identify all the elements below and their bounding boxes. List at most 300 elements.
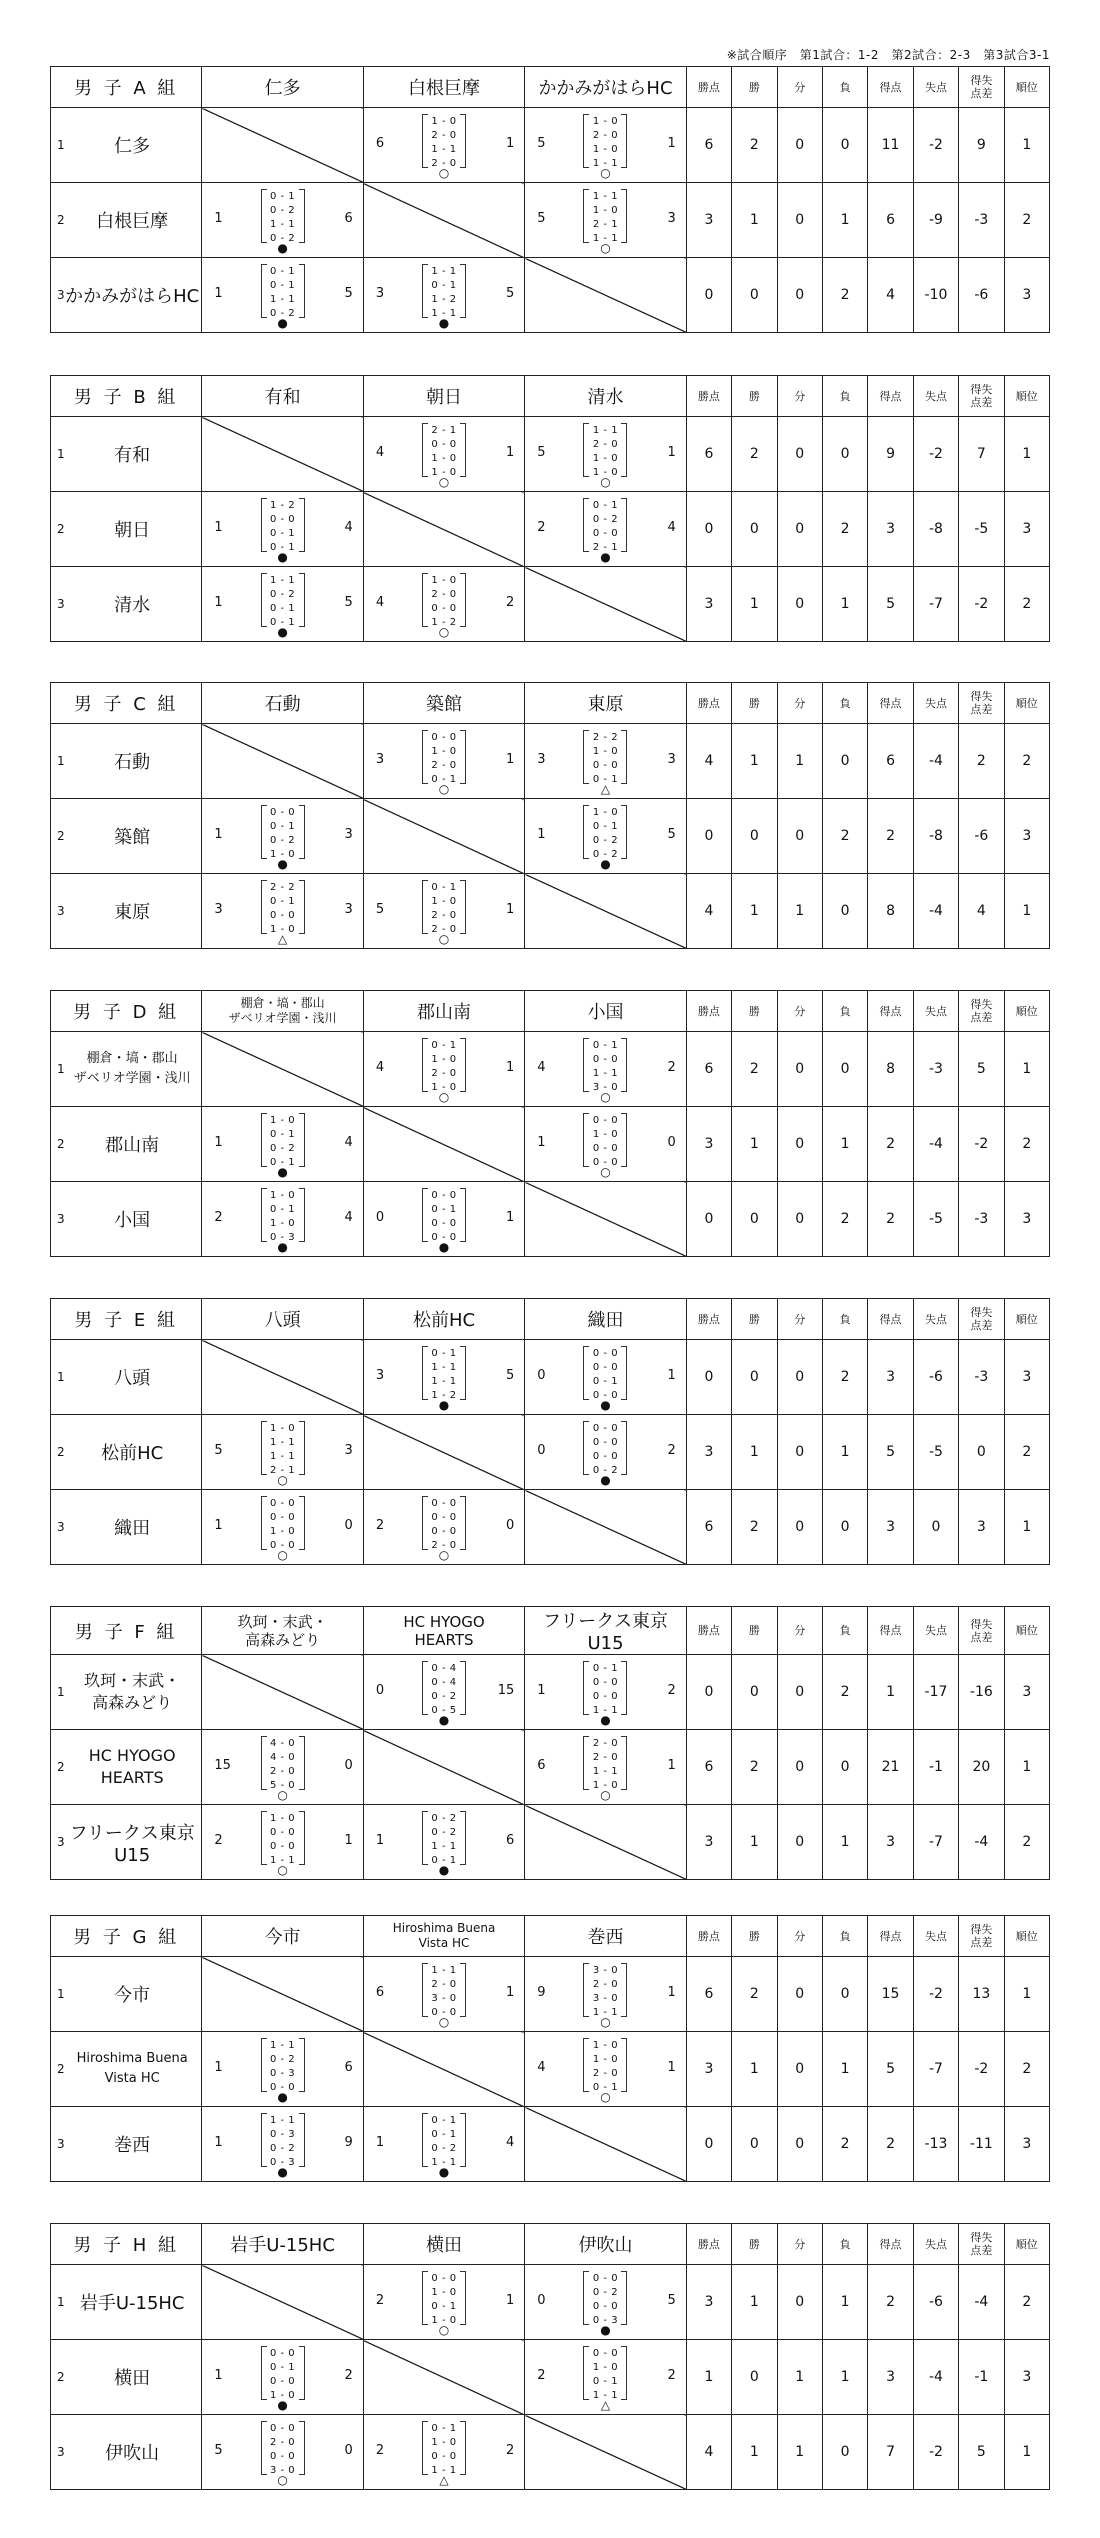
- stat-value: -4: [959, 2265, 1004, 2340]
- quarter-score: 0 - 2: [269, 205, 296, 216]
- stat-header: 勝点: [686, 1916, 731, 1957]
- quarter-score: 0 - 1: [592, 2082, 619, 2093]
- quarter-score: 2 - 2: [269, 882, 296, 893]
- quarter-score: 1 - 0: [431, 2437, 457, 2448]
- team-header: 有和: [202, 376, 363, 417]
- quarter-score: 0 - 2: [592, 2287, 619, 2298]
- quarter-score: 1 - 0: [431, 896, 457, 907]
- group-title: 男 子 B 組: [51, 376, 202, 417]
- quarter-scores: [583, 805, 627, 859]
- match-cell: [525, 1340, 686, 1415]
- group-header-row: [51, 1916, 1050, 1957]
- team-name-cell: [51, 492, 202, 567]
- quarter-score: 0 - 0: [269, 2348, 296, 2359]
- stat-header: 勝点: [686, 376, 731, 417]
- self-match-diagonal: [202, 1957, 363, 2032]
- team-row: [51, 1490, 1050, 1565]
- stat-value: 1: [1004, 1730, 1049, 1805]
- goals-for: 5: [537, 211, 546, 226]
- stat-value: 6: [686, 1730, 731, 1805]
- quarter-score: 0 - 1: [269, 896, 296, 907]
- stat-value: 2: [1004, 567, 1049, 642]
- quarter-score: 0 - 0: [431, 1526, 457, 1537]
- stat-value: 0: [777, 492, 822, 567]
- stat-value: 0: [777, 1655, 822, 1730]
- stat-value: 1: [732, 2415, 777, 2490]
- team-row: [51, 1730, 1050, 1805]
- goals-against: 1: [505, 2293, 515, 2308]
- match-cell: [202, 1182, 363, 1257]
- result-mark: ●: [277, 2165, 288, 2179]
- quarter-score: 0 - 1: [431, 1204, 457, 1215]
- goals-for: 1: [214, 1518, 223, 1533]
- stat-value: 0: [822, 108, 867, 183]
- quarter-score: 0 - 2: [431, 1691, 457, 1702]
- quarter-score: 0 - 1: [269, 266, 296, 277]
- team-name: 松前HC: [101, 1443, 164, 1464]
- goals-against: 3: [667, 752, 676, 767]
- match-cell: [202, 1107, 363, 1182]
- stat-value: 0: [777, 108, 822, 183]
- stat-value: 0: [777, 2107, 822, 2182]
- stat-value: -7: [913, 1805, 958, 1880]
- stat-value: 2: [1004, 183, 1049, 258]
- team-row: [51, 1340, 1050, 1415]
- stat-value: 0: [777, 1957, 822, 2032]
- team-header: 小国: [525, 991, 686, 1032]
- stat-value: 0: [777, 567, 822, 642]
- goals-against: 5: [344, 286, 353, 301]
- quarter-scores: [261, 2421, 305, 2475]
- team-name: 今市: [114, 1985, 151, 2006]
- team-number: 1: [57, 1685, 65, 1699]
- group-title: 男 子 E 組: [51, 1299, 202, 1340]
- stat-value: -10: [913, 258, 958, 333]
- stat-value: -1: [959, 2340, 1004, 2415]
- stat-header: 得失 点差: [959, 1299, 1004, 1340]
- quarter-score: 0 - 1: [431, 280, 457, 291]
- stat-value: 1: [1004, 108, 1049, 183]
- stat-value: 3: [1004, 492, 1049, 567]
- stat-header: 勝点: [686, 2224, 731, 2265]
- quarter-score: 1 - 0: [269, 1813, 296, 1824]
- result-mark: ●: [438, 2165, 450, 2179]
- quarter-score: 1 - 2: [431, 294, 457, 305]
- stat-value: 1: [732, 1107, 777, 1182]
- quarter-score: 0 - 0: [592, 1348, 619, 1359]
- match-cell: [202, 1730, 363, 1805]
- team-name: 織田: [114, 1518, 151, 1539]
- stat-value: 5: [868, 1415, 913, 1490]
- quarter-scores: [261, 2113, 305, 2167]
- stat-value: -4: [913, 874, 958, 949]
- goals-against: 5: [505, 286, 515, 301]
- quarter-score: 1 - 1: [269, 575, 296, 586]
- stat-value: 0: [777, 1490, 822, 1565]
- quarter-scores: [422, 573, 466, 627]
- quarter-score: 1 - 0: [592, 205, 619, 216]
- quarter-score: 0 - 0: [269, 514, 296, 525]
- goals-for: 5: [214, 1443, 223, 1458]
- match-cell: [363, 1655, 524, 1730]
- quarter-score: 0 - 1: [269, 1129, 296, 1140]
- self-match-diagonal: [363, 183, 524, 258]
- goals-for: 5: [375, 902, 385, 917]
- quarter-score: 0 - 2: [431, 1813, 457, 1824]
- team-name-cell: [51, 567, 202, 642]
- team-row: [51, 258, 1050, 333]
- stat-value: 3: [868, 492, 913, 567]
- quarter-score: 3 - 0: [431, 1993, 457, 2004]
- quarter-scores: [583, 498, 627, 552]
- goals-for: 1: [214, 2060, 223, 2075]
- stat-value: 3: [959, 1490, 1004, 1565]
- stat-header: 順位: [1004, 991, 1049, 1032]
- quarter-score: 1 - 0: [431, 746, 457, 757]
- match-cell: [525, 2265, 686, 2340]
- stat-value: 15: [868, 1957, 913, 2032]
- self-match-diagonal: [202, 1340, 363, 1415]
- quarter-scores: [261, 573, 305, 627]
- result-mark: ●: [438, 1240, 450, 1254]
- goals-against: 4: [505, 2135, 515, 2150]
- stat-value: 2: [1004, 1107, 1049, 1182]
- team-name-cell: [51, 1805, 202, 1880]
- team-number: 1: [57, 754, 65, 768]
- quarter-score: 1 - 0: [431, 1082, 457, 1093]
- quarter-score: 1 - 1: [431, 1965, 457, 1976]
- team-name-cell: [51, 1957, 202, 2032]
- stat-value: 1: [732, 874, 777, 949]
- quarter-score: 2 - 0: [431, 1540, 457, 1551]
- stat-value: 3: [868, 1805, 913, 1880]
- stat-value: 0: [777, 1415, 822, 1490]
- quarter-score: 0 - 0: [592, 1677, 619, 1688]
- stat-value: 0: [686, 799, 731, 874]
- team-number: 2: [57, 213, 65, 227]
- team-header: 玖珂・末武・ 高森みどり: [202, 1607, 363, 1655]
- quarter-scores: [422, 1038, 466, 1092]
- team-row: [51, 1655, 1050, 1730]
- result-mark: ●: [600, 1473, 611, 1487]
- stat-header: 分: [777, 1916, 822, 1957]
- match-cell: [363, 1032, 524, 1107]
- quarter-scores: [422, 264, 466, 318]
- quarter-score: 1 - 1: [269, 1855, 296, 1866]
- match-cell: [363, 2415, 524, 2490]
- stat-value: 8: [868, 874, 913, 949]
- stat-value: 0: [777, 2032, 822, 2107]
- match-cell: [363, 108, 524, 183]
- stat-header: 負: [822, 1607, 867, 1655]
- goals-against: 15: [497, 1683, 515, 1698]
- quarter-scores: [261, 1496, 305, 1550]
- team-name: 白根巨摩: [96, 211, 169, 232]
- stat-value: 0: [777, 183, 822, 258]
- team-name: 小国: [114, 1210, 151, 1231]
- result-mark: ●: [600, 857, 611, 871]
- quarter-score: 2 - 0: [269, 2437, 296, 2448]
- stat-value: 1: [822, 1805, 867, 1880]
- stat-header: 得失 点差: [959, 1607, 1004, 1655]
- team-number: 2: [57, 829, 65, 843]
- goals-for: 1: [214, 286, 223, 301]
- quarter-score: 0 - 3: [269, 2068, 296, 2079]
- quarter-scores: [261, 880, 305, 934]
- quarter-score: 1 - 1: [431, 1362, 457, 1373]
- stat-value: -6: [913, 2265, 958, 2340]
- quarter-score: 0 - 0: [269, 1498, 296, 1509]
- match-cell: [525, 1655, 686, 1730]
- goals-against: 5: [505, 1368, 515, 1383]
- goals-for: 0: [375, 1683, 385, 1698]
- goals-against: 6: [344, 211, 353, 226]
- quarter-score: 0 - 2: [592, 1465, 619, 1476]
- quarter-score: 1 - 1: [269, 2040, 296, 2051]
- team-name: 清水: [114, 595, 151, 616]
- stat-value: 3: [1004, 1655, 1049, 1730]
- stat-value: -4: [959, 1805, 1004, 1880]
- result-mark: ●: [600, 550, 611, 564]
- quarter-scores: [583, 1038, 627, 1092]
- match-cell: [525, 1415, 686, 1490]
- stat-value: 0: [732, 2107, 777, 2182]
- stat-value: 9: [959, 108, 1004, 183]
- quarter-score: 1 - 1: [269, 1437, 296, 1448]
- quarter-score: 1 - 0: [431, 575, 457, 586]
- result-mark: ●: [277, 2398, 288, 2412]
- self-match-diagonal: [525, 2415, 686, 2490]
- goals-for: 2: [214, 1833, 223, 1848]
- match-cell: [525, 183, 686, 258]
- stat-value: 6: [868, 183, 913, 258]
- quarter-score: 0 - 0: [592, 1691, 619, 1702]
- stat-value: 0: [777, 1032, 822, 1107]
- quarter-score: 0 - 1: [592, 774, 619, 785]
- match-cell: [202, 1415, 363, 1490]
- result-mark: △: [600, 2398, 611, 2412]
- quarter-score: 0 - 1: [269, 191, 296, 202]
- team-name-cell: [51, 1655, 202, 1730]
- stat-value: 21: [868, 1730, 913, 1805]
- stat-header: 勝: [732, 1916, 777, 1957]
- team-name: 有和: [114, 445, 151, 466]
- stat-value: 3: [686, 1415, 731, 1490]
- quarter-score: 0 - 0: [592, 2301, 619, 2312]
- quarter-score: 0 - 0: [592, 2348, 619, 2359]
- stat-header: 得失 点差: [959, 2224, 1004, 2265]
- team-row: [51, 1182, 1050, 1257]
- goals-against: 3: [667, 211, 676, 226]
- quarter-score: 1 - 1: [592, 158, 619, 169]
- stat-value: 0: [732, 1655, 777, 1730]
- match-cell: [202, 799, 363, 874]
- quarter-score: 1 - 0: [592, 2362, 619, 2373]
- team-header: 東原: [525, 683, 686, 724]
- stat-header: 得点: [868, 683, 913, 724]
- quarter-score: 1 - 0: [592, 144, 619, 155]
- quarter-score: 1 - 0: [269, 2390, 296, 2401]
- quarter-score: 2 - 0: [431, 1979, 457, 1990]
- goals-against: 0: [505, 1518, 515, 1533]
- stat-header: 得点: [868, 2224, 913, 2265]
- quarter-score: 3 - 0: [592, 1965, 619, 1976]
- team-header: かかみがはらHC: [525, 67, 686, 108]
- stat-value: 0: [959, 1415, 1004, 1490]
- stat-value: -2: [913, 417, 958, 492]
- quarter-score: 0 - 0: [431, 1218, 457, 1229]
- stat-value: 6: [868, 724, 913, 799]
- quarter-score: 1 - 1: [431, 2465, 457, 2476]
- stat-value: 4: [686, 724, 731, 799]
- stat-value: -5: [959, 492, 1004, 567]
- team-name: 玖珂・末武・ 高森みどり: [84, 1671, 181, 1712]
- quarter-score: 0 - 1: [431, 2115, 457, 2126]
- stat-header: 勝: [732, 376, 777, 417]
- quarter-score: 0 - 1: [431, 774, 457, 785]
- result-mark: ○: [438, 932, 450, 946]
- quarter-scores: [422, 1496, 466, 1550]
- quarter-score: 1 - 2: [431, 1390, 457, 1401]
- stat-value: 2: [868, 1182, 913, 1257]
- result-mark: ●: [277, 857, 288, 871]
- stat-header: 得失 点差: [959, 376, 1004, 417]
- quarter-score: 0 - 0: [592, 1423, 619, 1434]
- stat-value: 5: [959, 1032, 1004, 1107]
- stat-header: 得点: [868, 1299, 913, 1340]
- goals-for: 1: [214, 1135, 223, 1150]
- stat-value: 0: [686, 1182, 731, 1257]
- stat-header: 得点: [868, 1607, 913, 1655]
- stat-header: 勝: [732, 67, 777, 108]
- quarter-scores: [422, 880, 466, 934]
- quarter-score: 1 - 1: [592, 1766, 619, 1777]
- stat-value: 11: [868, 108, 913, 183]
- stat-value: -8: [913, 799, 958, 874]
- quarter-score: 0 - 0: [269, 807, 296, 818]
- quarter-score: 0 - 0: [431, 2451, 457, 2462]
- goals-for: 2: [375, 2443, 385, 2458]
- team-name-cell: [51, 1490, 202, 1565]
- team-header: 松前HC: [363, 1299, 524, 1340]
- stat-value: -3: [959, 1182, 1004, 1257]
- quarter-score: 2 - 0: [431, 158, 457, 169]
- team-name-cell: [51, 258, 202, 333]
- match-cell: [525, 1957, 686, 2032]
- stat-value: 8: [868, 1032, 913, 1107]
- stat-header: 負: [822, 376, 867, 417]
- quarter-score: 2 - 0: [592, 1752, 619, 1763]
- stat-value: 5: [868, 567, 913, 642]
- quarter-score: 0 - 1: [431, 882, 457, 893]
- stat-value: 1: [1004, 874, 1049, 949]
- match-cell: [202, 2340, 363, 2415]
- result-mark: ○: [600, 2090, 611, 2104]
- group-title: 男 子 F 組: [51, 1607, 202, 1655]
- quarter-score: 0 - 2: [269, 835, 296, 846]
- goals-against: 1: [667, 1758, 676, 1773]
- quarter-score: 1 - 1: [592, 233, 619, 244]
- quarter-scores: [422, 2113, 466, 2167]
- self-match-diagonal: [202, 417, 363, 492]
- goals-for: 1: [537, 827, 546, 842]
- self-match-diagonal: [525, 567, 686, 642]
- stat-header: 得点: [868, 1916, 913, 1957]
- stat-value: 0: [732, 258, 777, 333]
- stat-value: 1: [1004, 1032, 1049, 1107]
- goals-against: 1: [667, 1368, 676, 1383]
- team-row: [51, 2415, 1050, 2490]
- quarter-score: 1 - 0: [431, 467, 457, 478]
- goals-for: 6: [375, 1985, 385, 2000]
- match-cell: [525, 2340, 686, 2415]
- team-header: フリークス東京U15: [525, 1607, 686, 1655]
- team-number: 2: [57, 1445, 65, 1459]
- quarter-score: 1 - 1: [592, 1705, 619, 1716]
- stat-value: 6: [686, 108, 731, 183]
- self-match-diagonal: [525, 1182, 686, 1257]
- quarter-score: 1 - 1: [592, 2390, 619, 2401]
- quarter-score: 1 - 0: [592, 467, 619, 478]
- quarter-scores: [422, 730, 466, 784]
- stat-header: 失点: [913, 991, 958, 1032]
- goals-for: 3: [375, 752, 385, 767]
- group-title: 男 子 A 組: [51, 67, 202, 108]
- result-mark: ○: [438, 782, 450, 796]
- stat-value: 1: [1004, 1490, 1049, 1565]
- stat-value: 2: [822, 1655, 867, 1730]
- stat-value: 0: [732, 2340, 777, 2415]
- team-name-cell: [51, 724, 202, 799]
- quarter-scores: [261, 264, 305, 318]
- quarter-score: 2 - 0: [269, 1766, 296, 1777]
- stat-header: 負: [822, 1299, 867, 1340]
- quarter-score: 0 - 0: [431, 1498, 457, 1509]
- team-number: 2: [57, 2062, 65, 2076]
- group-header-row: [51, 991, 1050, 1032]
- quarter-score: 5 - 0: [269, 1780, 296, 1791]
- quarter-scores: [422, 423, 466, 477]
- quarter-scores: [422, 1661, 466, 1715]
- team-number: 3: [57, 288, 65, 302]
- stat-value: 0: [777, 258, 822, 333]
- result-mark: ○: [600, 1788, 611, 1802]
- team-name-cell: [51, 2265, 202, 2340]
- stat-value: -6: [959, 258, 1004, 333]
- stat-value: 2: [822, 258, 867, 333]
- stat-header: 勝点: [686, 1299, 731, 1340]
- stat-header: 分: [777, 2224, 822, 2265]
- quarter-score: 0 - 0: [431, 1512, 457, 1523]
- quarter-score: 0 - 2: [431, 2143, 457, 2154]
- stat-value: 1: [777, 2415, 822, 2490]
- team-name-cell: [51, 874, 202, 949]
- quarter-scores: [583, 1736, 627, 1790]
- goals-for: 4: [375, 445, 385, 460]
- quarter-scores: [422, 1346, 466, 1400]
- goals-for: 2: [537, 2368, 546, 2383]
- stat-value: 0: [777, 799, 822, 874]
- quarter-score: 0 - 1: [431, 2129, 457, 2140]
- quarter-score: 0 - 0: [592, 528, 619, 539]
- self-match-diagonal: [363, 1107, 524, 1182]
- stat-value: 1: [732, 2265, 777, 2340]
- stat-value: 1: [732, 1415, 777, 1490]
- goals-against: 4: [344, 1210, 353, 1225]
- self-match-diagonal: [363, 2340, 524, 2415]
- quarter-score: 0 - 0: [269, 910, 296, 921]
- goals-against: 1: [667, 2060, 676, 2075]
